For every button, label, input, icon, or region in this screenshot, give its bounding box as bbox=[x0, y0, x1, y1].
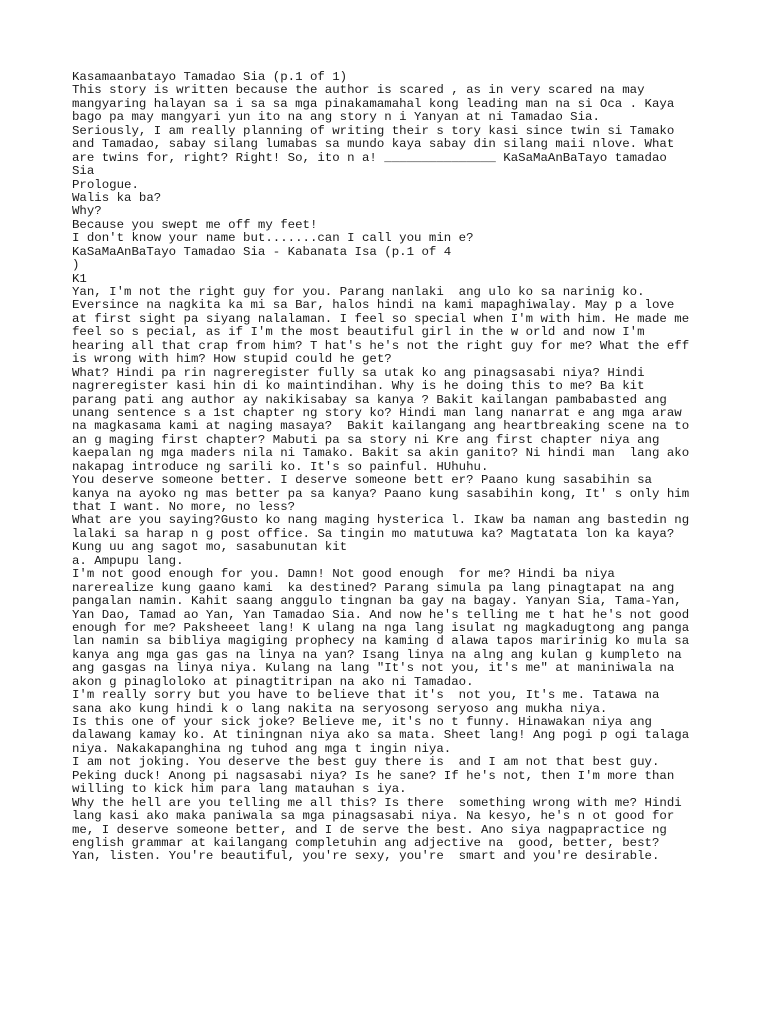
text-line: Why the hell are you telling me all this? Is there something wrong with me? Hindi bbox=[72, 795, 682, 810]
text-line: lang kasi ako maka paniwala sa mga pinagsasabi niya. Na kesyo, he's n ot good for bbox=[72, 809, 675, 824]
text-line: is wrong with him? How stupid could he get? bbox=[72, 352, 392, 367]
text-line: I'm really sorry but you have to believe that it's not you, It's me. Tatawa na bbox=[72, 688, 660, 703]
text-line: nagreregister kasi hin di ko maintindihan. Why is he doing this to me? Ba kit bbox=[72, 379, 645, 394]
text-line: feel so s pecial, as if I'm the most beautiful girl in the w orld and now I'm bbox=[72, 325, 645, 340]
text-line: hearing all that crap from him? T hat's he's not the right guy for me? What the eff bbox=[72, 338, 690, 353]
text-line: Why? bbox=[72, 204, 102, 219]
text-line: I don't know your name but.......can I call you min e? bbox=[72, 231, 474, 246]
text-line: What are you saying?Gusto ko nang maging hysterica l. Ikaw ba naman ang bastedin ng bbox=[72, 513, 690, 528]
text-line: Is this one of your sick joke? Believe me, it's no t funny. Hinawakan niya ang bbox=[72, 715, 652, 729]
text-line: What? Hindi pa rin nagreregister fully sa utak ko ang pinagsasabi niya? Hindi bbox=[72, 365, 645, 380]
text-line: willing to kick him para lang matauhan s iya. bbox=[72, 782, 407, 797]
text-line: are twins for, right? Right! So, ito n a! _______________ KaSaMaAnBaTayo tamadao bbox=[72, 150, 667, 165]
document-page bbox=[72, 71, 722, 864]
text-line: Prologue. bbox=[72, 177, 139, 192]
text-line: You deserve someone better. I deserve someone bett er? Paano kung sasabihin sa bbox=[72, 473, 652, 488]
text-line: K1 bbox=[72, 271, 87, 286]
text-line: This story is written because the author is scared , as in very scared na may bbox=[72, 83, 645, 98]
text-line: parang pati ang author ay nakikisabay sa kanya ? Bakit kailangan pambabasted ang bbox=[72, 392, 667, 407]
text-line: lan namin sa bibliya magiging prophecy na kaming d alawa tapos maririnig ko mula sa bbox=[72, 634, 690, 649]
text-line: an g maging first chapter? Mabuti pa sa story ni Kre ang first chapter niya ang bbox=[72, 432, 660, 447]
text-line: ) bbox=[72, 258, 80, 273]
text-line: kaepalan ng mga maders nila ni Tamako. Bakit sa akin ganito? Ni hindi man lang ako bbox=[72, 446, 690, 461]
text-line: a. Ampupu lang. bbox=[72, 553, 184, 568]
text-line: nakapag introduce ng sarili ko. It's so painful. HUhuhu. bbox=[72, 459, 489, 474]
document-title-line: Kasamaanbatayo Tamadao Sia (p.1 of 1) bbox=[72, 70, 348, 84]
text-line: Walis ka ba? bbox=[72, 190, 162, 205]
text-line: enough for me? Paksheeet lang! K ulang na nga lang isulat ng magkadugtong ang panga bbox=[72, 620, 690, 635]
text-line: Yan, listen. You're beautiful, you're sexy, you're smart and you're desirable. bbox=[72, 849, 660, 864]
text-line: I am not joking. You deserve the best guy there is and I am not that best guy. bbox=[72, 755, 660, 770]
text-line: Because you swept me off my feet! bbox=[72, 217, 318, 232]
text-line: kanya na ayoko ng mas better pa sa kanya? Paano kung sasabihin kong, It' s only him bbox=[72, 486, 690, 501]
text-line: KaSaMaAnBaTayo Tamadao Sia - Kabanata Isa (p.1 of 4 bbox=[72, 244, 452, 259]
text-line: and Tamadao, sabay silang lumabas sa mundo kaya sabay din silang maii nlove. What bbox=[72, 137, 675, 152]
text-line: Peking duck! Anong pi nagsasabi niya? Is he sane? If he's not, then I'm more than bbox=[72, 768, 675, 783]
text-line: ang gasgas na linya niya. Kulang na lang "It's not you, it's me" at maniniwala na bbox=[72, 661, 675, 676]
text-line: I'm not good enough for you. Damn! Not good enough for me? Hindi ba niya bbox=[72, 567, 615, 582]
text-line: pangalan namin. Kahit saang anggulo tingnan ba gay na bagay. Yanyan Sia, Tama-Yan, bbox=[72, 594, 682, 609]
text-line: kanya ang mga gas gas na linya na yan? Isang linya na alng ang kulan g kumpleto na bbox=[72, 647, 682, 662]
text-line: Kung uu ang sagot mo, sasabunutan kit bbox=[72, 540, 348, 555]
text-line: english grammar at kailangang completuhin ang adjective na good, better, best? bbox=[72, 835, 660, 850]
text-line: unang sentence s a 1st chapter ng story ko? Hindi man lang nanarrat e ang mga araw bbox=[72, 405, 682, 420]
text-line: mangyaring halayan sa i sa sa mga pinakamamahal kong leading man na si Oca . Kaya bbox=[72, 96, 675, 111]
text-line: at first sight pa siyang nalalaman. I feel so special when I'm with him. He made me bbox=[72, 311, 690, 326]
text-line: niya. Nakakapanghina ng tuhod ang mga t ingin niya. bbox=[72, 741, 452, 756]
text-line: lalaki sa harap n g post office. Sa tingin mo matutuwa ka? Magtatata lon ka kaya? bbox=[72, 526, 675, 541]
text-line: Yan Dao, Tamad ao Yan, Yan Tamadao Sia. And now he's telling me t hat he's not good bbox=[72, 607, 690, 622]
text-line: narerealize kung gaano kami ka destined? Parang simula pa lang pinagtapat na ang bbox=[72, 580, 675, 595]
text-line: Eversince na nagkita ka mi sa Bar, halos hindi na kami mapaghiwalay. May p a love bbox=[72, 298, 675, 313]
text-line: akon g pinagloloko at pinagtitripan na ako ni Tamadao. bbox=[72, 674, 474, 689]
text-line: Seriously, I am really planning of writing their s tory kasi since twin si Tamako bbox=[72, 123, 675, 138]
text-line: bago pa may mangyari yun ito na ang story n i Yanyan at ni Tamadao Sia. bbox=[72, 110, 600, 125]
text-line: na magkasama kami at naging masaya? Bakit kailangang ang heartbreaking scene na to bbox=[72, 419, 690, 434]
text-line: Yan, I'm not the right guy for you. Parang nanlaki ang ulo ko sa narinig ko. bbox=[72, 285, 645, 299]
text-line: me, I deserve someone better, and I de serve the best. Ano siya nagpapractice ng bbox=[72, 822, 667, 837]
text-line: dalawang kamay ko. At tiningnan niya ako sa mata. Sheet lang! Ang pogi p ogi talaga bbox=[72, 728, 690, 743]
text-line: that I want. No more, no less? bbox=[72, 500, 296, 514]
text-line: Sia bbox=[72, 164, 95, 179]
text-line: sana ako kung hindi k o lang nakita na seryosong seryoso ang mukha niya. bbox=[72, 701, 608, 716]
